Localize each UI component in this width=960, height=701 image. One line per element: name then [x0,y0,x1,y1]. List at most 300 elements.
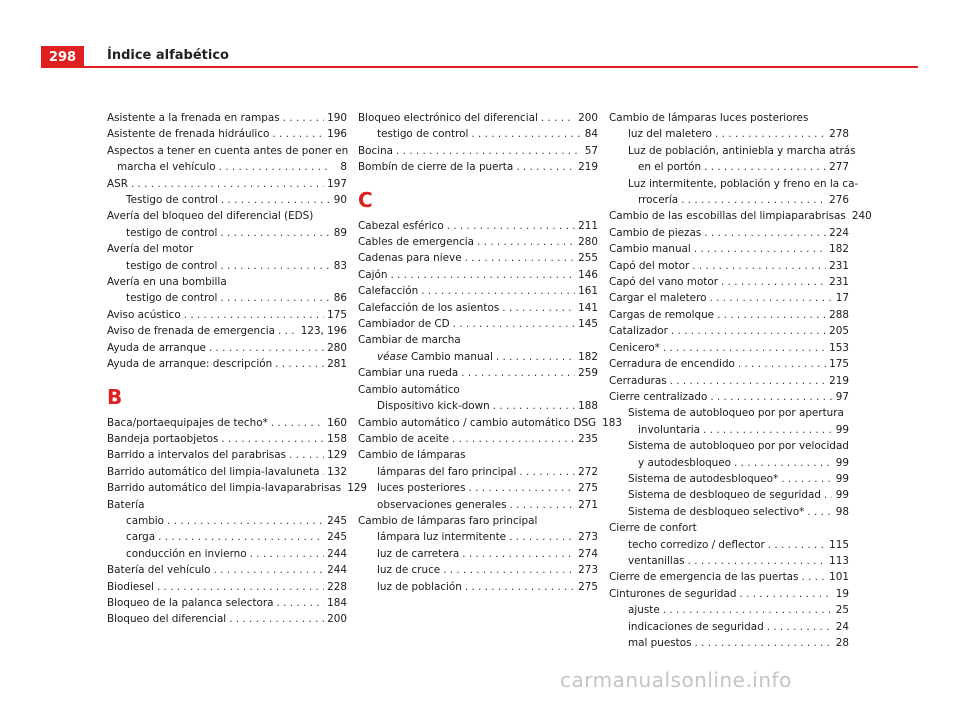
entry-label: testigo de control [126,226,218,239]
index-entry [107,274,347,290]
page-reference: 86 [333,292,347,305]
index-entry [609,307,849,323]
page-reference: 113 [829,554,849,567]
dot-leader [768,537,826,553]
entry-label: Ayuda de arranque [107,341,206,354]
page-reference: 211 [578,219,598,232]
dot-leader [465,250,576,266]
entry-label: Avería del motor [107,243,194,256]
page-reference: 245 [327,531,347,544]
entry-label: Aviso acústico [107,308,181,321]
dot-leader [663,340,826,356]
entry-label: indicaciones de seguridad [628,620,764,633]
entry-label: Luz intermitente, población y freno en la ca- [628,177,859,190]
entry-label: Cargas de remolque [609,308,715,321]
page-title: Índice alfabético [107,48,229,63]
dot-leader [717,307,826,323]
index-subentry [609,471,849,487]
index-entry [358,218,598,234]
dot-leader [396,143,581,159]
page-reference: 129 [327,449,347,462]
entry-label: Calefacción de los asientos [358,301,500,314]
dot-leader [519,464,575,480]
index-entry [609,389,849,405]
entry-label: Cajón [358,268,388,281]
entry-label: marcha el vehículo [117,161,216,174]
page-reference: 275 [578,580,598,593]
dot-leader [462,546,575,562]
index-entry [107,562,347,578]
dot-leader [250,546,325,562]
entry-label: Cierre de emergencia de las puertas [609,571,799,584]
page-reference: 277 [829,161,849,174]
page-reference: 115 [829,538,849,551]
index-entry [107,110,347,126]
entry-label: Cambio manual [411,350,493,363]
page-reference: 231 [829,259,849,272]
index-subentry [358,579,598,595]
page-reference: 123, 196 [300,325,347,338]
index-column-2 [358,110,622,595]
index-subentry [609,126,849,142]
entry-label: Aspectos a tener en cuenta antes de poner en [107,144,349,157]
page-reference: 160 [327,416,347,429]
entry-label: Testigo de control [126,194,218,207]
index-entry [107,579,347,595]
entry-label: Cables de emergencia [358,236,475,249]
dot-leader [275,356,324,372]
dot-leader [781,471,832,487]
page-reference: 97 [835,390,849,403]
index-entry [358,234,598,250]
page-reference: 57 [584,144,598,157]
index-entry [609,274,849,290]
dot-leader [704,225,826,241]
header-rule [84,66,918,68]
index-subentry [609,405,849,438]
index-entry [609,258,849,274]
index-subentry [609,143,856,176]
index-entry [358,250,598,266]
dot-leader [220,258,330,274]
page-reference: 90 [333,194,347,207]
index-entry [107,464,347,480]
dot-leader [801,569,826,585]
page-reference: 89 [333,226,347,239]
entry-label: Dispositivo kick-down [377,400,490,413]
page-reference: 272 [578,465,598,478]
page-reference: 184 [327,596,347,609]
page-reference: 146 [578,268,598,281]
index-subentry [609,537,849,553]
dot-leader [715,126,826,142]
index-entry [358,143,598,159]
index-entry [358,316,598,332]
index-entry [609,373,849,389]
page-reference: 197 [327,177,347,190]
index-subentry [107,513,347,529]
entry-label: mal puestos [628,637,692,649]
page-reference: 219 [578,161,598,174]
dot-leader [271,415,324,431]
entry-label: Barrido a intervalos del parabrisas [107,449,287,462]
dot-leader [692,258,826,274]
index-entry [107,431,347,447]
page-reference: 219 [829,374,849,387]
index-entry [107,241,347,257]
index-entry [107,323,347,339]
entry-label: Avería en una bombilla [107,276,227,289]
entry-label: Cargar el maletero [609,292,707,305]
entry-label: Bloqueo electrónico del diferencial [358,112,538,124]
index-subentry [107,529,347,545]
index-column-1 [107,110,368,628]
page-reference: 190 [327,112,347,124]
dot-leader [681,192,826,208]
entry-label: Barrido automático del limpia-lavaparabrisas [107,482,342,495]
index-entry [609,340,849,356]
entry-label: Ayuda de arranque: descripción [107,358,273,371]
page-reference: 182 [829,243,849,256]
entry-label: Cambio automático [358,383,460,396]
index-entry [358,283,598,299]
entry-label: testigo de control [126,292,218,305]
entry-label: Cambio de piezas [609,226,702,239]
page-reference: 200 [578,112,598,124]
index-subentry [107,192,347,208]
entry-label: Barrido automático del limpia-lavaluneta [107,465,320,478]
entry-label: Cambio de las escobillas del limpiaparabrisas [609,210,846,223]
dot-leader [703,422,832,438]
page-reference: 99 [835,489,849,502]
index-subentry [358,562,598,578]
index-entry [107,340,347,356]
entry-label: ASR [107,177,128,190]
page-reference: 99 [835,456,849,469]
index-column-3 [609,110,872,651]
dot-leader [447,218,575,234]
dot-leader [541,110,575,126]
index-entry [107,447,347,463]
dot-leader [209,340,324,356]
index-entry [107,415,347,431]
dot-leader [767,619,832,635]
index-subentry [358,480,598,496]
entry-label: Sistema de desbloqueo de seguridad [628,489,821,502]
entry-label: conducción en invierno [126,547,247,560]
entry-label: Cambiar una rueda [358,367,459,380]
entry-label: Cambiar de marcha [358,334,461,347]
page-number-badge: 298 [41,46,84,68]
dot-leader [214,562,325,578]
page-reference: 240 [851,210,872,223]
dot-leader [695,635,832,651]
entry-label: techo corredizo / deflector [628,538,765,551]
index-letter-heading: C [358,187,373,212]
entry-label: Cerradura de encendido [609,358,735,371]
index-entry [609,520,849,536]
index-subentry [358,464,598,480]
page-reference: 24 [835,620,849,633]
index-entry [609,241,849,257]
page-reference: 228 [327,580,347,593]
page-reference: 244 [327,547,347,560]
page-reference: 205 [829,325,849,338]
dot-leader [496,349,575,365]
dot-leader [471,126,581,142]
entry-label: Baca/portaequipajes de techo* [107,416,268,429]
dot-leader [688,553,827,569]
entry-label: luz de población [377,580,462,593]
index-subentry [107,258,347,274]
page-reference: 278 [829,128,849,141]
page-reference: 99 [835,423,849,436]
dot-leader [219,159,330,175]
index-entry [358,447,598,463]
entry-label: Calefacción [358,285,419,298]
page-reference: 153 [829,341,849,354]
page-reference: 161 [578,285,598,298]
entry-label: Cierre centralizado [609,390,708,403]
dot-leader [670,373,827,389]
entry-label: lámpara luz intermitente [377,531,507,544]
dot-leader [465,579,575,595]
entry-label: cambio [126,514,165,527]
entry-label: Batería del vehículo [107,564,211,577]
dot-leader [469,480,576,496]
index-entry [358,110,598,126]
dot-leader [229,611,324,627]
entry-label: ajuste [628,604,660,617]
index-entry [107,480,368,496]
entry-label: Sistema de desbloqueo selectivo* [628,505,805,518]
entry-label: luces posteriores [377,482,466,495]
page-reference: 17 [835,292,849,305]
dot-leader [739,586,832,602]
entry-label: Capó del motor [609,259,690,272]
page-reference: 158 [327,432,347,445]
page-reference: 276 [829,194,849,207]
page-reference: 188 [578,400,598,413]
entry-label: ventanillas [628,554,685,567]
page-reference: 196 [327,128,347,141]
entry-label: Cambio de lámparas faro principal [358,514,538,527]
entry-label: Asistente a la frenada en rampas [107,112,280,124]
dot-leader [509,529,575,545]
index-subentry [609,176,859,209]
index-subentry [609,635,849,651]
page-reference: 99 [835,472,849,485]
dot-leader [131,176,324,192]
page-reference: 244 [327,564,347,577]
entry-label: Bandeja portaobjetos [107,432,219,445]
entry-label: involuntaria [638,423,701,436]
entry-label: testigo de control [377,128,469,141]
index-subentry [609,487,849,503]
index-entry [358,267,598,283]
index-entry [609,569,849,585]
index-subentry [609,438,849,471]
page-reference: 175 [327,308,347,321]
index-entry [358,300,598,316]
entry-label: Cambio de lámparas [358,449,466,462]
entry-label: luz de cruce [377,564,441,577]
entry-label: Luz de población, antiniebla y marcha atrás [628,144,856,157]
see-also-prefix: véase [377,350,408,363]
dot-leader [453,316,575,332]
index-subentry [107,290,347,306]
entry-label: observaciones generales [377,498,507,511]
entry-label: Sistema de autodesbloqueo* [628,472,779,485]
entry-label: Cerraduras [609,374,667,387]
page-reference: 28 [835,637,849,649]
dot-leader [277,595,325,611]
entry-label: luz del maletero [628,128,713,141]
page-reference: 273 [578,531,598,544]
index-entry [358,332,598,348]
entry-label: carga [126,531,156,544]
entry-label: Sistema de autobloqueo por por velocidad [628,440,849,453]
dot-leader [516,159,575,175]
index-entry [358,431,598,447]
entry-label: Batería [107,498,145,511]
index-subentry [609,504,849,520]
entry-label: Asistente de frenada hidráulico [107,128,270,141]
index-entry [107,176,347,192]
page-reference: 280 [327,341,347,354]
page-reference: 129 [347,482,368,495]
page-reference: 271 [578,498,598,511]
index-subentry [358,497,598,513]
dot-leader [278,323,298,339]
index-entry [358,382,598,398]
index-subentry [358,546,598,562]
entry-label: rrocería [638,194,679,207]
entry-label: Bocina [358,144,394,157]
page-reference: 245 [327,514,347,527]
entry-label: Cierre de confort [609,522,697,535]
page-reference: 200 [327,613,347,626]
entry-label: Cenicero* [609,341,660,354]
entry-label: Cambio automático / cambio automático DSG [358,416,597,429]
dot-leader [283,110,325,126]
index-entry [107,208,347,224]
dot-leader [452,431,575,447]
page-reference: 274 [578,547,598,560]
index-entry [107,307,347,323]
index-entry [609,208,872,224]
dot-leader [738,356,826,372]
page-reference: 281 [327,358,347,371]
page-reference: 84 [584,128,598,141]
entry-label: Bombín de cierre de la puerta [358,161,514,174]
index-entry [107,497,347,513]
index-subentry [358,126,598,142]
page-reference: 19 [835,587,849,600]
dot-leader [477,234,575,250]
entry-label: Cadenas para nieve [358,252,462,265]
dot-leader [167,513,324,529]
page-reference: 8 [340,161,347,174]
dot-leader [221,431,324,447]
entry-label: Cambio de aceite [358,432,450,445]
entry-label: Cambiador de CD [358,318,450,331]
index-entry [107,595,347,611]
dot-leader [220,290,330,306]
index-subentry [609,553,849,569]
dot-leader [694,241,826,257]
dot-leader [510,497,576,513]
dot-leader [220,225,330,241]
dot-leader [421,283,575,299]
entry-label: Catalizador [609,325,668,338]
dot-leader [184,307,324,323]
entry-label: Capó del vano motor [609,276,719,289]
dot-leader [704,159,826,175]
dot-leader [734,455,832,471]
entry-label: lámparas del faro principal [377,465,517,478]
index-entry [609,110,849,126]
entry-label: Sistema de autobloqueo por por apertura [628,407,844,420]
dot-leader [502,300,575,316]
dot-leader [493,398,575,414]
page-reference: 141 [578,301,598,314]
page-reference: 175 [829,358,849,371]
index-subentry [107,546,347,562]
page-reference: 183 [602,416,622,429]
watermark: carmanualsonline.info [560,668,792,692]
dot-leader [158,529,324,545]
dot-leader [289,447,324,463]
index-subentry [609,619,849,635]
index-entry [358,513,598,529]
page-reference: 101 [829,571,849,584]
dot-leader [272,126,324,142]
dot-leader [807,504,832,520]
page-reference: 132 [327,465,347,478]
page-reference: 235 [578,432,598,445]
dot-leader [323,464,325,480]
index-letter-heading: B [107,384,123,409]
index-subentry [609,602,849,618]
entry-label: Cabezal esférico [358,219,444,232]
index-entry [609,356,849,372]
entry-label: Cambio de lámparas luces posteriores [609,112,809,124]
index-entry [609,290,849,306]
dot-leader [221,192,330,208]
page-reference: 259 [578,367,598,380]
dot-leader [721,274,826,290]
dot-leader [157,579,324,595]
entry-label: Avería del bloqueo del diferencial (EDS) [107,210,314,223]
dot-leader [710,389,832,405]
page-reference: 83 [333,259,347,272]
dot-leader [824,487,832,503]
page-reference: 25 [835,604,849,617]
dot-leader [461,365,575,381]
dot-leader [443,562,575,578]
dot-leader [709,290,832,306]
index-entry [107,611,347,627]
index-entry [358,365,598,381]
index-entry [358,159,598,175]
index-entry [609,225,849,241]
page-reference: 255 [578,252,598,265]
index-entry [107,356,347,372]
index-entry [107,143,347,176]
page-reference: 182 [578,350,598,363]
entry-label: Biodiesel [107,580,154,593]
